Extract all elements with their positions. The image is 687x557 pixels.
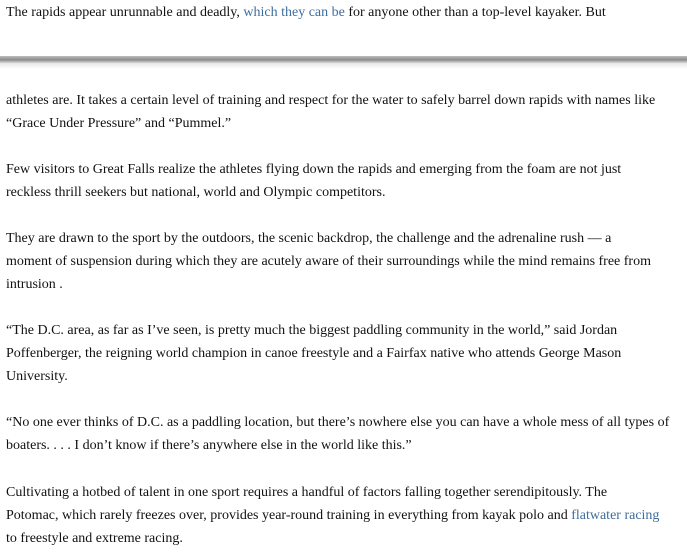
paragraph-6-line-1: Cultivating a hotbed of talent in one sport requires a handful of factors falling together serendipitously. The: [6, 485, 608, 500]
top-fragment-line: [6, 4, 606, 22]
flatwater-racing-link[interactable]: flatwater racing: [571, 508, 660, 523]
paragraph-6-line-3: to freestyle and extreme racing.: [6, 531, 183, 546]
paragraph-4-line-2: Poffenberger, the reigning world champion in canoe freestyle and a Fairfax native who attends George Mason: [6, 346, 622, 361]
paragraph-3-line-3: intrusion .: [6, 277, 63, 292]
paragraph-1-line-2: “Grace Under Pressure” and “Pummel.”: [6, 116, 232, 131]
paragraph-3-line-2: moment of suspension during which they are acutely aware of their surroundings while the mind remains free from: [6, 254, 651, 269]
top-fragment-before: The rapids appear unrunnable and deadly,: [6, 5, 244, 20]
paragraph-4-line-1: “The D.C. area, as far as I’ve seen, is pretty much the biggest paddling community in the world,” said Jordan: [6, 323, 618, 338]
paragraph-5-line-2: boaters. . . . I don’t know if there’s anywhere else in the world like this.”: [6, 438, 412, 453]
paragraph-4-line-3: University.: [6, 369, 68, 384]
top-fragment-after: for anyone other than a top-level kayaker. But: [344, 5, 606, 20]
paragraph-3-line-1: They are drawn to the sport by the outdoors, the scenic backdrop, the challenge and the adrenaline rush — a: [6, 231, 612, 246]
paragraph-1-line-1: athletes are. It takes a certain level of training and respect for the water to safely barrel down rapids with names like: [6, 93, 656, 108]
paragraph-2-line-1: Few visitors to Great Falls realize the athletes flying down the rapids and emerging from the foam are not just: [6, 162, 622, 177]
paragraph-6-line-2: [6, 507, 659, 525]
paragraph-5-line-1: “No one ever thinks of D.C. as a paddling location, but there’s nowhere else you can have a whole mess of all types of: [6, 415, 670, 430]
page-divider-shadow: [0, 63, 687, 69]
page-divider: [0, 56, 687, 63]
paragraph-6-line-2-text: Potomac, which rarely freezes over, provides year-round training in everything from kayak polo and: [6, 508, 572, 523]
which-they-can-be-link[interactable]: which they can be: [243, 5, 345, 20]
paragraph-2-line-2: reckless thrill seekers but national, world and Olympic competitors.: [6, 185, 386, 200]
